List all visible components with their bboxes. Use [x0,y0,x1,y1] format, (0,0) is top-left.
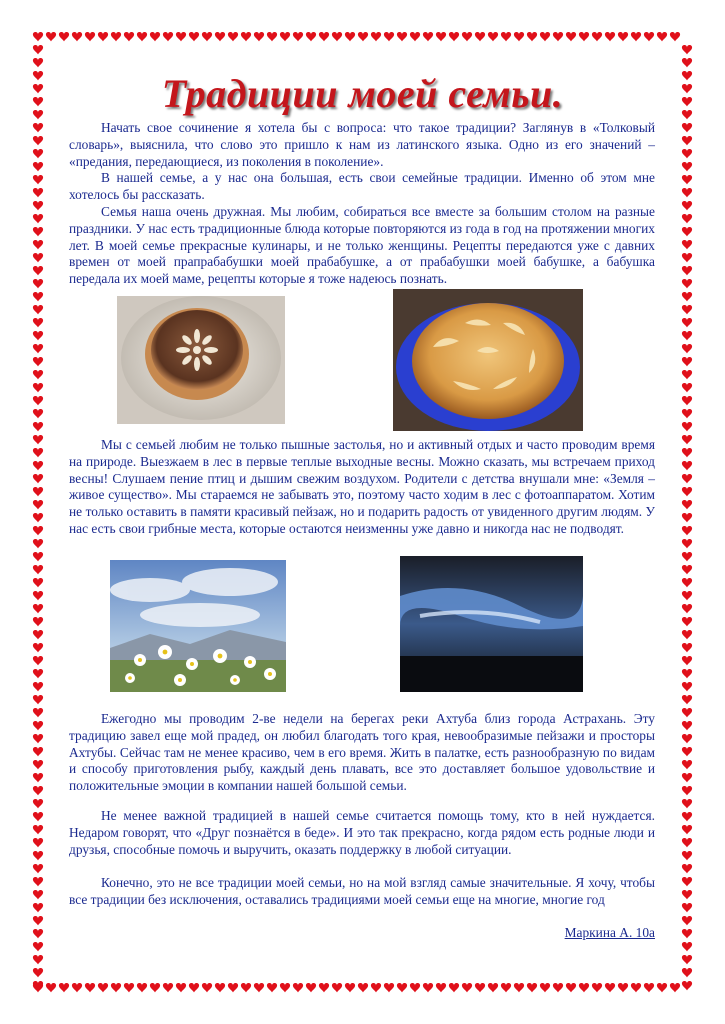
border-heart [33,825,43,834]
border-heart [682,916,692,925]
border-heart [682,682,692,691]
border-heart [33,149,43,158]
paragraph-conclusion: Конечно, это не все традиции моей семьи, но на мой взгляд самые значительные. Я хочу, чтобы все традиции без исключения, оставались традициями моей семьи еще на многие, многие год [69,875,655,907]
border-heart [33,747,43,756]
border-heart [682,539,692,548]
border-heart [682,942,692,951]
border-heart [682,318,692,327]
border-heart [682,825,692,834]
border-heart [33,968,43,977]
border-heart [682,344,692,353]
border-heart [514,983,524,992]
border-heart [33,890,43,899]
border-heart [85,983,95,992]
border-heart [371,32,381,41]
border-heart [566,983,576,992]
border-heart [682,604,692,613]
author-signature: Маркина А. 10а [564,925,655,940]
border-heart [682,175,692,184]
border-heart [33,370,43,379]
border-heart [501,983,511,992]
border-heart [682,201,692,210]
border-heart [33,292,43,301]
border-heart [33,318,43,327]
border-heart [254,983,264,992]
border-heart [33,773,43,782]
border-heart [72,983,82,992]
border-heart [33,916,43,925]
border-heart [189,983,199,992]
border-heart [332,983,342,992]
border-heart [682,188,692,197]
border-heart [682,929,692,938]
border-heart [33,838,43,847]
border-heart [682,162,692,171]
border-heart [682,812,692,821]
border-heart [33,305,43,314]
paragraph-cuisine: Семья наша очень дружная. Мы любим, собираться все вместе за большим столом на разные праздники. У нас есть традиционные блюда которые повторяются из года в год на протяжении многих лет. В моей семье прекрасные кулинары, и не только женщины. Рецепты передаются уже с давних времен от моей прапрабабушки моей прабабушке, а от прабабушки моей бабушке, а бабушка передала их моей маме, рецепты которые я тоже надеюсь познать. [69,204,655,287]
border-heart [682,747,692,756]
border-heart [682,136,692,145]
border-heart [124,32,134,41]
storm-clouds-photo [400,556,583,692]
border-heart [33,981,43,990]
border-heart [33,604,43,613]
border-heart [33,396,43,405]
border-heart [475,32,485,41]
border-heart [631,983,641,992]
border-heart [319,983,329,992]
border-heart [332,32,342,41]
border-heart [33,513,43,522]
border-heart [553,983,563,992]
border-heart [670,32,680,41]
border-heart [682,253,692,262]
border-heart [682,123,692,132]
border-heart [33,344,43,353]
border-heart [682,630,692,639]
border-heart [33,851,43,860]
border-heart [682,734,692,743]
border-heart [33,799,43,808]
border-heart [436,32,446,41]
border-heart [631,32,641,41]
border-heart [682,838,692,847]
border-heart [33,435,43,444]
border-heart [241,32,251,41]
border-heart [682,903,692,912]
border-heart [423,32,433,41]
border-heart [228,32,238,41]
border-heart [202,983,212,992]
border-heart [33,253,43,262]
border-heart [33,669,43,678]
border-heart [241,983,251,992]
border-heart [33,526,43,535]
daisies-sky-photo [110,560,286,692]
border-heart [682,370,692,379]
border-heart [682,409,692,418]
border-heart [540,32,550,41]
border-heart [33,786,43,795]
border-heart [514,32,524,41]
border-heart [33,903,43,912]
border-heart [682,955,692,964]
border-heart [228,983,238,992]
border-heart [682,799,692,808]
border-heart [670,983,680,992]
border-heart [33,539,43,548]
paragraph-nature: Мы с семьей любим не только пышные застолья, но и активный отдых и часто проводим время на природе. Выезжаем в лес в первые теплые выходные весны. Можно сказать, мы встречаем приход весны! Слушаем пение птиц и дышим свежим воздухом. Родители с детства внушали мне: «Земля – живое существо». Мы стараемся не забывать это, поэтому часто ходим в лес с фотоаппаратом. Хотим не только оставить в памяти красивый пейзаж, но и подарить радость от увиденного другим людям. У нас есть свои грибные места, которые остаются неизменны уже давно и никогда нас не подводят. [69,437,655,536]
border-heart [682,656,692,665]
border-heart [371,983,381,992]
border-heart [306,983,316,992]
border-heart [111,983,121,992]
border-heart [33,942,43,951]
border-heart [682,877,692,886]
border-heart [682,214,692,223]
border-heart [618,32,628,41]
border-heart [33,266,43,275]
border-heart [215,32,225,41]
border-heart [501,32,511,41]
border-heart [33,591,43,600]
border-heart [682,565,692,574]
border-heart [410,983,420,992]
border-heart [33,708,43,717]
border-heart [682,45,692,54]
page-title: Традиции моей семьи. [161,71,564,116]
border-heart [488,32,498,41]
border-heart [579,983,589,992]
border-heart [33,643,43,652]
border-heart [150,32,160,41]
border-heart [72,32,82,41]
border-heart [644,32,654,41]
border-heart [33,240,43,249]
border-heart [33,877,43,886]
border-heart [98,983,108,992]
border-heart [682,851,692,860]
border-heart [33,617,43,626]
border-heart [618,983,628,992]
border-heart [33,136,43,145]
border-heart [682,227,692,236]
border-heart [345,983,355,992]
border-heart [33,279,43,288]
border-heart [345,32,355,41]
border-heart [33,656,43,665]
border-heart [462,32,472,41]
border-heart [682,240,692,249]
border-heart [682,981,692,990]
border-heart [254,32,264,41]
border-heart [682,435,692,444]
border-heart [46,32,56,41]
border-heart [280,983,290,992]
border-heart [85,32,95,41]
border-heart [682,968,692,977]
border-heart [33,162,43,171]
border-heart [33,58,43,67]
border-heart [33,45,43,54]
border-heart [436,983,446,992]
border-heart [33,383,43,392]
border-heart [33,201,43,210]
border-heart [488,983,498,992]
paragraph-help: Не менее важной традицией в нашей семье считается помощь тому, кто в ней нуждается. Недаром говорят, что «Друг познаётся в беде». И это так прекрасно, когда рядом есть родные люди и друзья, способные помочь и выручить, оказать поддержку в любой ситуации. [69,808,655,857]
border-heart [682,864,692,873]
border-heart [682,695,692,704]
border-heart [33,721,43,730]
paragraph-intro: Начать свое сочинение я хотела бы с вопроса: что такое традиции? Заглянув в «Толковый словарь», выяснила, что слово это пришло к нам из латинского языка. Одно из его значений – «предания, передающиеся, из поколения в поколение». [69,120,655,169]
border-heart [682,266,692,275]
border-heart [566,32,576,41]
border-heart [33,929,43,938]
border-heart [644,983,654,992]
border-heart [33,448,43,457]
border-heart [215,983,225,992]
border-heart [280,32,290,41]
border-heart [176,32,186,41]
border-heart [682,422,692,431]
border-heart [449,32,459,41]
border-heart [384,32,394,41]
border-heart [682,526,692,535]
border-heart [46,983,56,992]
border-heart [267,32,277,41]
border-heart [682,305,692,314]
border-heart [33,734,43,743]
border-heart [682,708,692,717]
border-heart [592,983,602,992]
border-heart [682,721,692,730]
border-heart [605,983,615,992]
border-heart [682,552,692,561]
border-heart [33,175,43,184]
border-heart [657,983,667,992]
border-heart [682,760,692,769]
border-heart [682,669,692,678]
border-heart [33,461,43,470]
border-heart [540,983,550,992]
border-heart [682,487,692,496]
border-heart [592,32,602,41]
border-heart [137,32,147,41]
border-heart [33,331,43,340]
border-heart [682,58,692,67]
border-heart [682,396,692,405]
border-heart [150,983,160,992]
border-heart [527,32,537,41]
border-heart [293,983,303,992]
border-heart [33,487,43,496]
border-heart [33,188,43,197]
paragraph-akhtuba: Ежегодно мы проводим 2-ве недели на берегах реки Ахтуба близ города Астрахань. Эту традицию завел еще мой прадед, он любил благодать того края, невообразимые пейзажи и просторы Ахтубы. Сейчас там не менее красиво, чем в его время. Жить в палатке, есть разнообразную по видам и способу приготовления рыбу, каждый день плавать, все это доставляет большое удовольствие и положительные эмоции в компании нашей большой семьи. [69,711,655,794]
border-heart [657,32,667,41]
border-heart [189,32,199,41]
border-heart [33,409,43,418]
border-heart [682,643,692,652]
border-heart [33,682,43,691]
border-heart [358,32,368,41]
cake-photo [117,296,285,424]
border-heart [358,983,368,992]
border-heart [111,32,121,41]
border-heart [682,500,692,509]
border-heart [293,32,303,41]
border-heart [163,32,173,41]
border-heart [33,552,43,561]
border-heart [682,383,692,392]
border-heart [682,617,692,626]
border-heart [682,357,692,366]
border-heart [579,32,589,41]
border-heart [176,983,186,992]
border-heart [33,565,43,574]
border-heart [605,32,615,41]
border-heart [553,32,563,41]
border-heart [475,983,485,992]
border-heart [33,214,43,223]
border-heart [682,461,692,470]
border-heart [33,422,43,431]
border-heart [33,227,43,236]
border-heart [33,357,43,366]
border-heart [33,123,43,132]
border-heart [682,591,692,600]
border-heart [397,32,407,41]
border-heart [682,149,692,158]
border-heart [59,32,69,41]
border-heart [527,983,537,992]
border-heart [124,983,134,992]
border-heart [449,983,459,992]
border-heart [202,32,212,41]
border-heart [33,500,43,509]
border-heart [33,760,43,769]
border-heart [462,983,472,992]
border-heart [410,32,420,41]
border-heart [163,983,173,992]
pie-photo [393,289,583,431]
border-heart [33,695,43,704]
border-heart [33,812,43,821]
border-heart [682,474,692,483]
border-heart [319,32,329,41]
border-heart [33,630,43,639]
border-heart [682,786,692,795]
paragraph-family: В нашей семье, а у нас она большая, есть свои семейные традиции. Именно об этом мне хотелось бы рассказать. [69,170,655,202]
border-heart [682,331,692,340]
border-heart [423,983,433,992]
border-heart [384,983,394,992]
border-heart [267,983,277,992]
border-heart [33,864,43,873]
border-heart [397,983,407,992]
border-heart [682,773,692,782]
border-heart [682,279,692,288]
border-heart [33,474,43,483]
border-heart [306,32,316,41]
border-heart [33,578,43,587]
border-heart [682,448,692,457]
border-heart [33,955,43,964]
border-heart [682,890,692,899]
border-heart [682,513,692,522]
border-heart [137,983,147,992]
border-heart [682,578,692,587]
border-heart [98,32,108,41]
border-heart [33,32,43,41]
border-heart [682,292,692,301]
border-heart [59,983,69,992]
